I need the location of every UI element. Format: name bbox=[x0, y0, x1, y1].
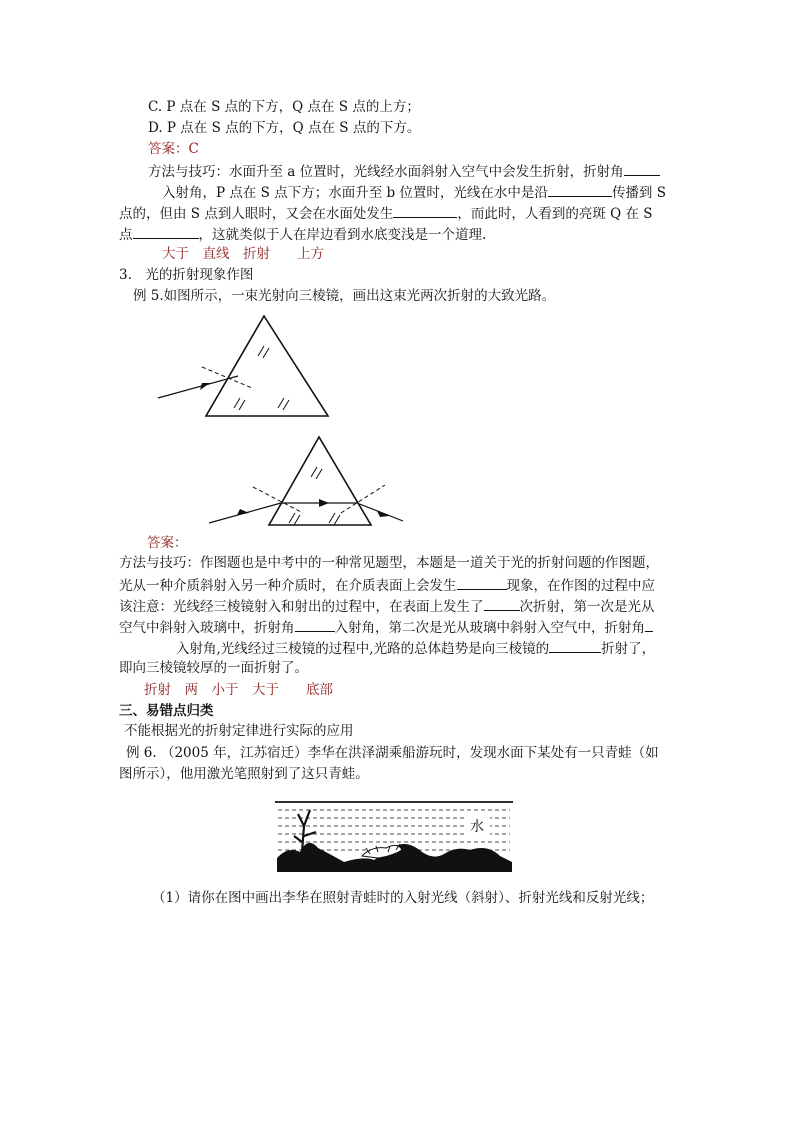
prism-figure-question bbox=[150, 312, 340, 427]
answer-2: 大于 直线 折射 上方 bbox=[162, 246, 324, 262]
question-1: （1）请你在图中画出李华在照射青蛙时的入射光线（斜射）、折射光线和反射光线； bbox=[152, 890, 654, 906]
answer-1: 答案：C bbox=[148, 141, 199, 157]
method2-line-1: 方法与技巧：作图题也是中考中的一种常见题型，本题是一道关于光的折射问题的作图题， bbox=[119, 555, 659, 571]
method2-line-5: 入射角,光线经过三棱镜的过程中,光路的总体趋势是向三棱镜的 折射了， bbox=[176, 638, 655, 658]
method2-line-6: 即向三棱镜较厚的一面折射了。 bbox=[119, 660, 308, 676]
prism-figure-answer bbox=[205, 433, 410, 533]
error-topic: 不能根据光的折射定律进行实际的应用 bbox=[124, 723, 354, 739]
method2-line-3: 该注意：光线经三棱镜射入和射出的过程中，在表面上发生了 次折射，第一次是光从 bbox=[119, 596, 655, 616]
option-c: C. P 点在 S 点的下方，Q 点在 S 点的上方； bbox=[148, 99, 420, 115]
method-line-4: 点 ，这就类似于人在岸边看到水底变浅是一个道理. bbox=[119, 224, 486, 244]
example-6-line-1: 例 6. （2005 年，江苏宿迁）李华在洪泽湖乘船游玩时，发现水面下某处有一只青蛙（如 bbox=[126, 745, 659, 761]
section-heading-errors: 三、易错点归类 bbox=[119, 703, 214, 719]
answer-4: 折射 两 小于 大于 底部 bbox=[144, 682, 333, 698]
option-d: D. P 点在 S 点的下方，Q 点在 S 点的下方。 bbox=[148, 120, 421, 136]
method-line-2: 入射角，P 点在 S 点下方；水面升至 b 位置时，光线在水中是沿 传播到 S bbox=[162, 182, 666, 202]
water-label: 水 bbox=[470, 819, 484, 835]
example-6-line-2: 图所示），他用激光笔照射到了这只青蛙。 bbox=[119, 766, 369, 782]
method2-line-2: 光从一种介质斜射入另一种介质时，在介质表面上会发生 现象，在作图的过程中应 bbox=[119, 575, 655, 595]
method2-line-4: 空气中斜射入玻璃中，折射角 入射角，第二次是光从玻璃中斜射入空气中，折射角 bbox=[119, 617, 653, 637]
answer-3-label: 答案： bbox=[147, 535, 188, 551]
section-3-heading: 3. 光的折射现象作图 bbox=[119, 267, 254, 283]
example-5: 例 5.如图所示，一束光射向三棱镜，画出这束光两次折射的大致光路。 bbox=[133, 288, 556, 304]
method-line-1: 方法与技巧：水面升至 a 位置时，光线经水面斜射入空气中会发生折射，折射角 bbox=[148, 161, 660, 181]
method-line-3: 点的，但由 S 点到人眼时，又会在水面处发生 ，而此时，人看到的亮斑 Q 在 S bbox=[119, 203, 653, 223]
